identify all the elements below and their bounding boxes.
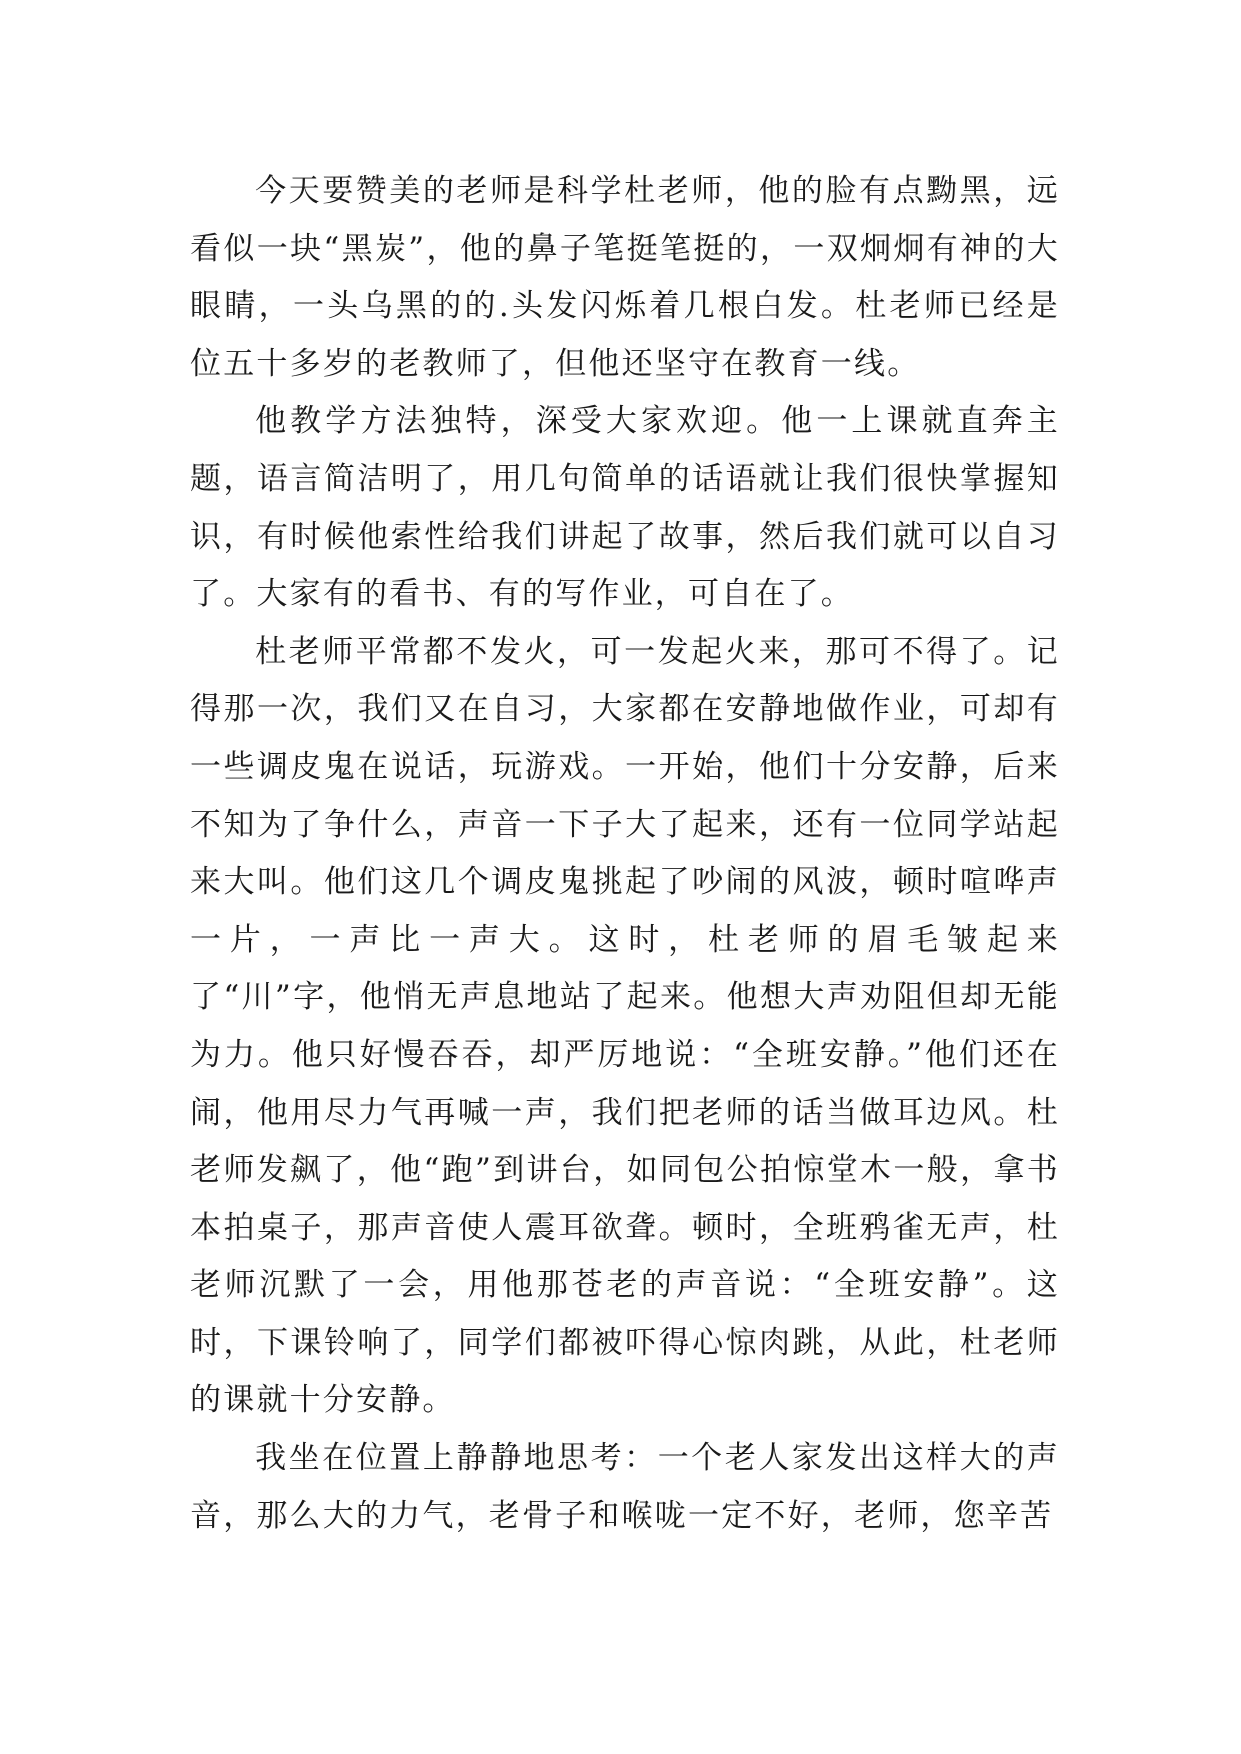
paragraph-3: 杜老师平常都不发火，可一发起火来，那可不得了。记得那一次，我们又在自习，大家都在安静地做作业，可却有一些调皮鬼在说话，玩游戏。一开始，他们十分安静，后来不知为了争什么，声音一下子大了起来，还有一位同学站起来大叫。他们这几个调皮鬼挑起了吵闹的风波，顿时喧哗声一片，一声比一声大。这时，杜老师的眉毛皱起来了“川”字，他悄无声息地站了起来。他想大声劝阻但却无能为力。他只好慢吞吞，却严厉地说：“全班安静。”他们还在闹，他用尽力气再喊一声，我们把老师的话当做耳边风。杜老师发飙了，他“跑”到讲台，如同包公拍惊堂木一般，拿书本拍桌子，那声音使人震耳欲聋。顿时，全班鸦雀无声，杜老师沉默了一会，用他那苍老的声音说：“全班安静”。这时，下课铃响了，同学们都被吓得心惊肉跳，从此，杜老师的课就十分安静。 bbox=[190, 633, 1060, 1419]
document-body bbox=[190, 163, 1060, 1545]
paragraph-2: 他教学方法独特，深受大家欢迎。他一上课就直奔主题，语言简洁明了，用几句简单的话语就让我们很快掌握知识，有时候他索性给我们讲起了故事，然后我们就可以自习了。大家有的看书、有的写作业，可自在了。 bbox=[190, 403, 1060, 613]
paragraph-4: 我坐在位置上静静地思考：一个老人家发出这样大的声音，那么大的力气，老骨子和喉咙一定不好，老师，您辛苦 bbox=[190, 1440, 1060, 1534]
paragraph-1: 今天要赞美的老师是科学杜老师，他的脸有点黝黑，远看似一块“黑炭”，他的鼻子笔挺笔挺的，一双炯炯有神的大眼睛，一头乌黑的的.头发闪烁着几根白发。杜老师已经是位五十多岁的老教师了，但他还坚守在教育一线。 bbox=[190, 173, 1060, 382]
